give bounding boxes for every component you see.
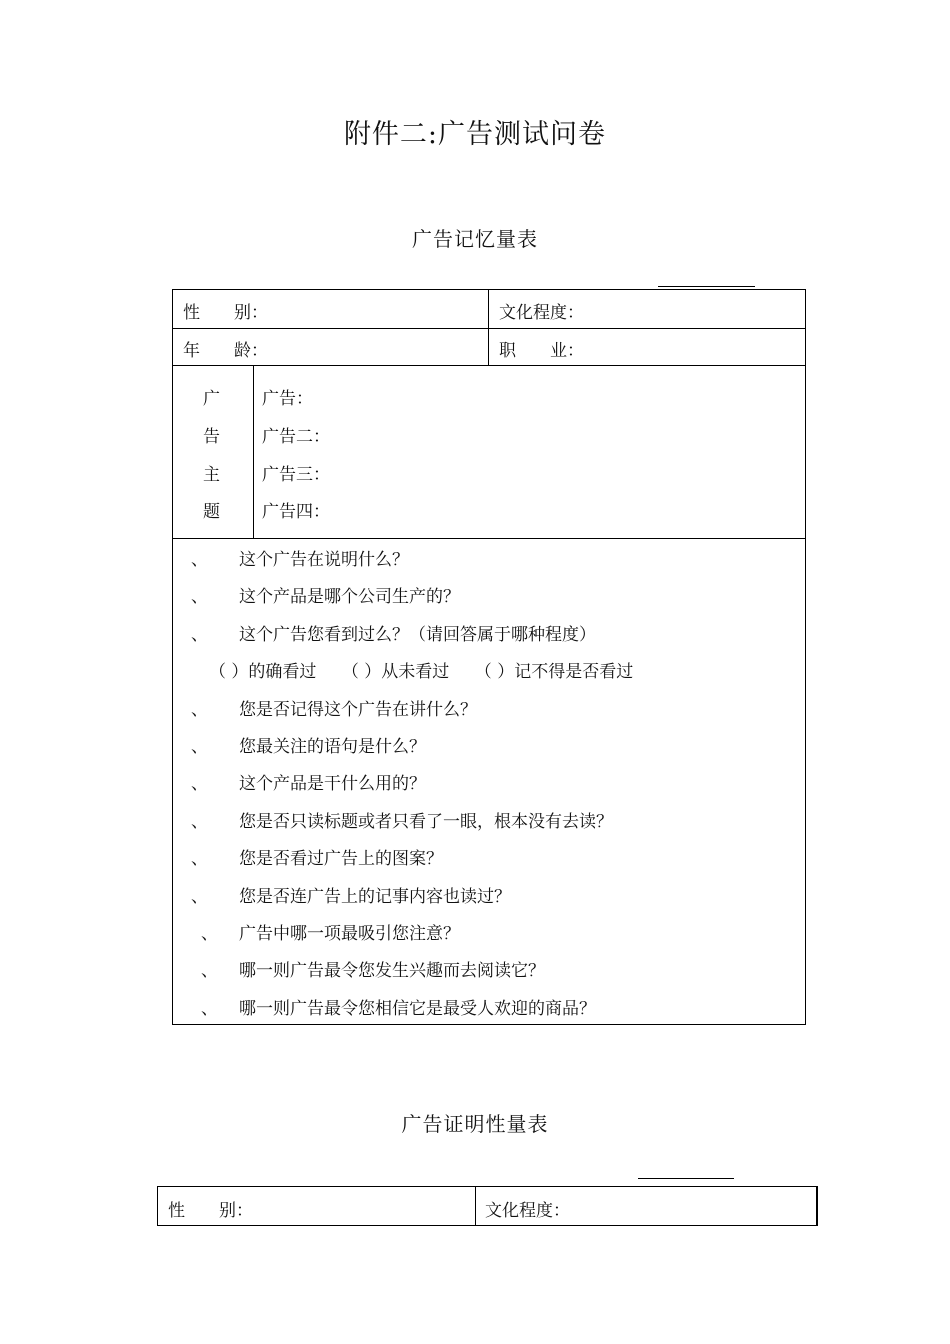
column-divider (475, 1187, 476, 1225)
question-number-mark: 、 (191, 886, 208, 907)
question-text: 这个产品是干什么用的？ (239, 774, 426, 795)
question-number-mark: 、 (191, 737, 208, 757)
question-number-mark: 、 (191, 550, 208, 570)
question-number-mark: 、 (201, 961, 218, 982)
age-field[interactable]: 年 龄： (183, 341, 268, 361)
blank-underline (638, 1178, 734, 1179)
question-number-mark: 、 (191, 624, 208, 645)
theme-label-char: 广 (203, 389, 220, 409)
gender-field[interactable]: 性 别： (183, 303, 268, 323)
section2-heading: 广告证明性量表 (401, 1112, 549, 1136)
proof-table (157, 1186, 818, 1226)
question-number-mark: 、 (201, 924, 218, 944)
question-text: 您是否记得这个广告在讲什么？ (239, 699, 477, 720)
question-text: 广告中哪一项最吸引您注意？ (239, 924, 460, 944)
question-text: 这个产品是哪个公司生产的？ (239, 587, 460, 608)
question-number-mark: 、 (191, 699, 208, 720)
row-divider (173, 538, 805, 539)
row-divider (173, 328, 805, 329)
ad-4-field[interactable]: 广告四： (262, 502, 330, 522)
question-text: 这个广告您看到过么？（请回答属于哪种程度） (239, 624, 596, 645)
gender-field-2[interactable]: 性 别： (168, 1201, 253, 1221)
question-text: 哪一则广告最令您发生兴趣而去阅读它？ (239, 961, 545, 982)
education-field-2[interactable]: 文化程度： (485, 1201, 570, 1221)
question-number-mark: 、 (191, 849, 208, 870)
ad-2-field[interactable]: 广告二： (262, 427, 330, 447)
section1-heading: 广告记忆量表 (412, 227, 538, 251)
question-text: 您是否看过广告上的图案？ (239, 849, 443, 870)
question-text: 这个广告在说明什么？ (239, 550, 409, 570)
question-text: 哪一则广告最令您相信它是最受人欢迎的商品？ (239, 998, 596, 1019)
answer-options[interactable]: （ ）的确看过 （ ）从未看过 （ ）记不得是否看过 (209, 662, 634, 683)
ad-3-field[interactable]: 广告三： (262, 465, 330, 485)
question-number-mark: 、 (201, 998, 218, 1019)
occupation-field[interactable]: 职 业： (499, 341, 584, 361)
column-divider (253, 365, 254, 538)
theme-label-char: 题 (203, 502, 220, 522)
document-title: 附件二:广告测试问卷 (343, 119, 607, 150)
blank-underline (658, 286, 755, 287)
ad-1-field[interactable]: 广告： (262, 389, 313, 409)
theme-label-char: 主 (203, 465, 220, 485)
row-divider (173, 365, 805, 366)
education-field[interactable]: 文化程度： (499, 303, 584, 323)
question-number-mark: 、 (191, 811, 208, 832)
question-text: 您是否只读标题或者只看了一眼，根本没有去读？ (239, 811, 613, 832)
column-divider (488, 290, 489, 365)
theme-label-char: 告 (203, 427, 220, 447)
question-text: 您是否连广告上的记事内容也读过？ (239, 886, 511, 907)
question-number-mark: 、 (191, 587, 208, 608)
question-number-mark: 、 (191, 774, 208, 795)
memory-table (172, 289, 806, 1025)
question-text: 您最关注的语句是什么？ (239, 737, 426, 757)
